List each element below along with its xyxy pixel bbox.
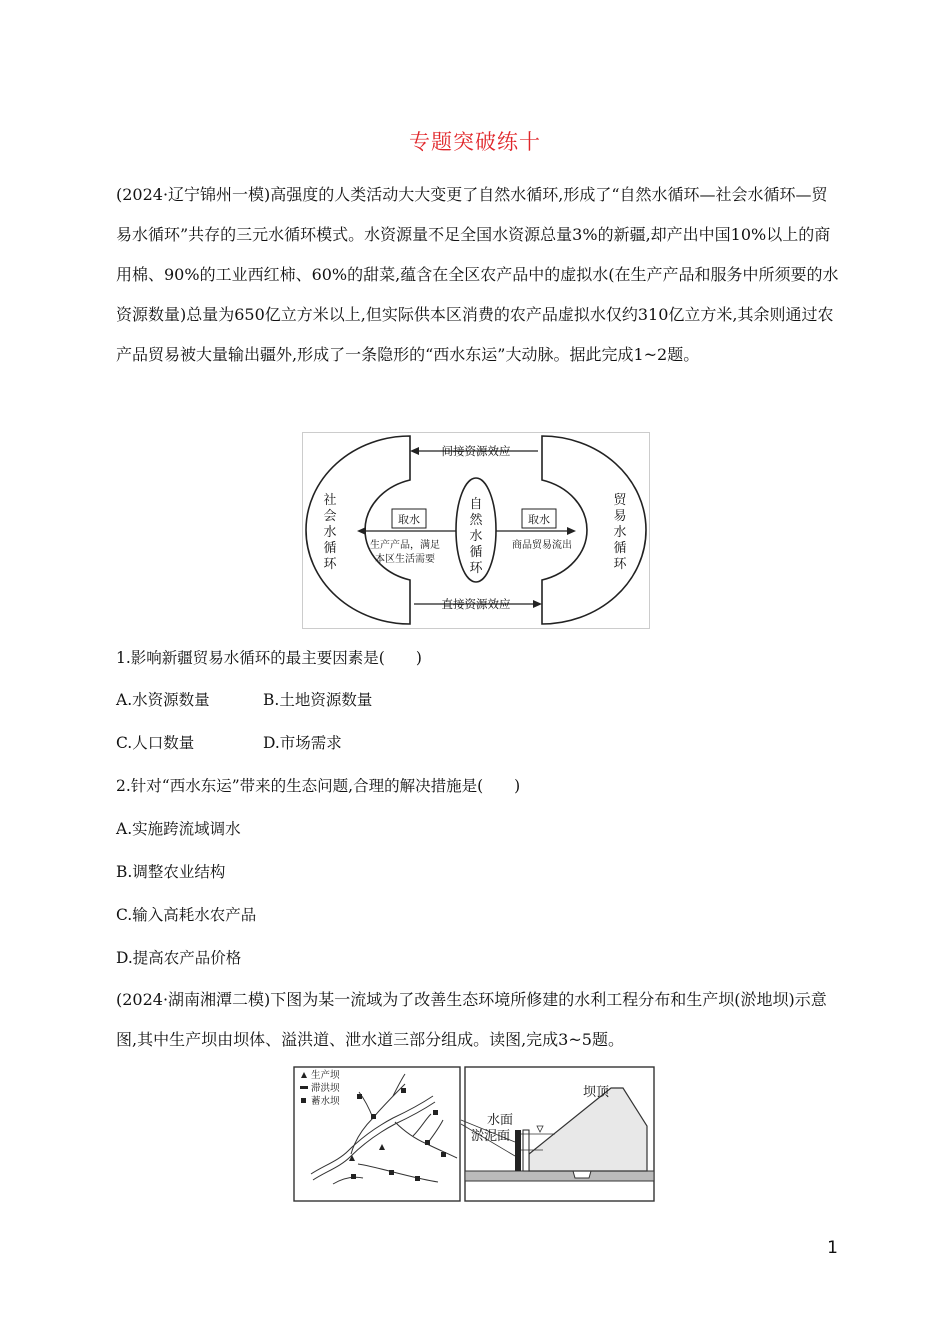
question-2-stem: 2.针对“西水东运”带来的生态问题,合理的解决措施是( ) (116, 777, 521, 795)
trade-cycle-char: 易 (613, 509, 627, 524)
social-cycle-char: 社 (323, 493, 337, 508)
social-cycle-char: 循 (323, 541, 337, 556)
trade-out-label: 商品贸易流出 (512, 540, 572, 551)
natural-cycle-char: 循 (469, 545, 483, 560)
q1-option-d: D.市场需求 (263, 734, 342, 752)
q1-option-a: A.水资源数量 (116, 691, 210, 709)
trade-cycle-char: 环 (613, 557, 627, 572)
flood-dam-icon (300, 1086, 308, 1089)
water-surface-label: 水面 (487, 1113, 514, 1128)
q2-option-c: C.输入高耗水农产品 (116, 906, 257, 924)
social-cycle-char: 环 (323, 557, 337, 572)
page-number: 1 (827, 1238, 838, 1258)
legend-storage: 蓄水坝 (311, 1096, 340, 1107)
natural-cycle-char: 水 (469, 529, 483, 544)
storage-dam-icon (301, 1098, 306, 1103)
natural-cycle-char: 然 (469, 513, 483, 528)
legend-flood: 滞洪坝 (311, 1083, 340, 1094)
q2-option-a: A.实施跨流域调水 (116, 820, 241, 838)
social-cycle-char: 水 (323, 525, 337, 540)
produce-label-2: 本区生活需要 (375, 554, 435, 565)
trade-cycle-char: 循 (613, 541, 627, 556)
natural-cycle-char: 环 (469, 561, 483, 576)
page-title: 专题突破练十 (409, 130, 541, 154)
q2-option-b: B.调整农业结构 (116, 863, 226, 881)
q1-option-c: C.人口数量 (116, 734, 195, 752)
trade-cycle-char: 水 (613, 525, 627, 540)
take-water-right: 取水 (528, 513, 550, 526)
trade-cycle-char: 贸 (613, 493, 627, 508)
question-1-stem: 1.影响新疆贸易水循环的最主要因素是( ) (116, 649, 422, 667)
legend-production: 生产坝 (311, 1070, 340, 1081)
social-cycle-char: 会 (323, 509, 337, 524)
q1-option-b: B.土地资源数量 (263, 691, 373, 709)
intro-paragraph-1: (2024·辽宁锦州一模)高强度的人类活动大大变更了自然水循环,形成了“自然水循环—社会水循环—贸易水循环”共存的三元水循环模式。水资源量不足全国水资源总量3%的新疆,却产出中国10%以上的商用棉、90%的工业西红柿、60%的甜菜,蕴含在全区农产品中的虚拟水(在生产产品和服务中所须要的水资源数量)总量为650亿立方米以上,但实际供本区消费的农产品虚拟水仅约310亿立方米,其余则通过农产品贸易被大量输出疆外,形成了一条隐形的“西水东运”大动脉。据此完成1~2题。 (116, 185, 839, 364)
direct-effect-label: 直接资源效应 (441, 597, 511, 611)
indirect-effect-label: 间接资源效应 (441, 444, 511, 458)
intro-paragraph-2: (2024·湖南湘潭二模)下图为某一流域为了改善生态环境所修建的水利工程分布和生产坝(淤地坝)示意图,其中生产坝由坝体、溢洪道、泄水道三部分组成。读图,完成3~5题。 (116, 990, 827, 1049)
take-water-left: 取水 (398, 513, 420, 526)
natural-cycle-char: 自 (469, 497, 483, 512)
q2-option-d: D.提高农产品价格 (116, 949, 242, 967)
silt-surface-label: 淤泥面 (471, 1129, 511, 1144)
dam-top-label: 坝顶 (583, 1085, 610, 1100)
produce-label-1: 生产产品，满足 (370, 540, 440, 551)
dam-diagram (293, 1066, 656, 1202)
water-cycle-diagram (302, 432, 650, 629)
